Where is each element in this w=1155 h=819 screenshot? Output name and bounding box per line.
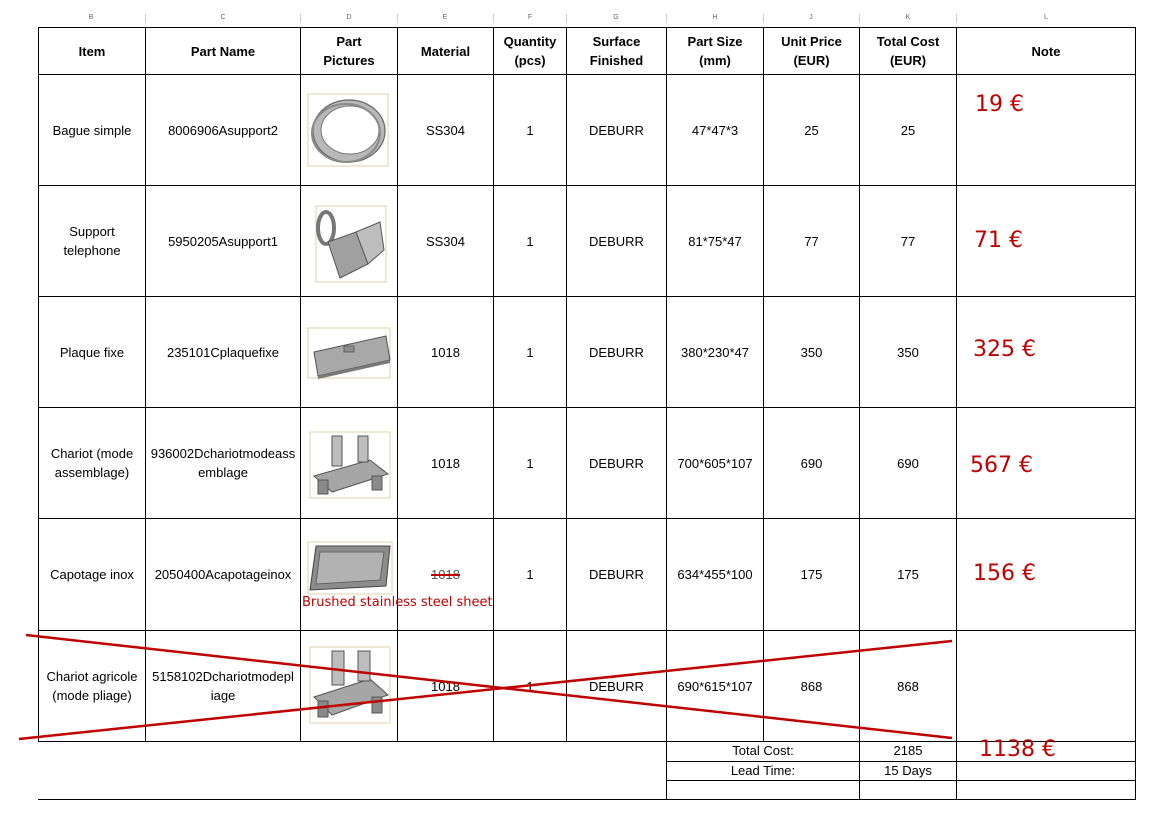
header-material: Material: [420, 43, 471, 59]
cell-item: Bague simple: [52, 122, 132, 138]
lead-time-value: 15 Days: [884, 763, 932, 778]
cell-part-size: 81*75*47: [688, 233, 742, 249]
cell-unit-price: 77: [804, 233, 819, 249]
material-annotation: Brushed stainless steel sheet: [302, 595, 493, 610]
cell-item: Chariot (mode assemblage): [50, 446, 134, 480]
cell-part-name: 2050400Acapotageinox: [154, 567, 292, 582]
header-unit-price: Unit Price (EUR): [781, 34, 842, 68]
cell-part-size: 700*605*107: [677, 455, 753, 471]
cell-total-cost: 868: [897, 678, 919, 694]
cell-total-cost: 690: [897, 455, 919, 471]
note-price: 567 €: [970, 453, 1033, 478]
struck-material: 1018: [431, 567, 460, 582]
cell-unit-price: 690: [800, 455, 823, 471]
header-item: Item: [78, 43, 106, 59]
column-letter: C: [220, 14, 226, 21]
cell-quantity: 1: [526, 344, 534, 360]
cell-surface: DEBURR: [589, 455, 644, 471]
total-note: 1138 €: [979, 737, 1056, 762]
column-letter: D: [346, 14, 352, 21]
cell-surface: DEBURR: [589, 567, 644, 582]
header-total-cost: Total Cost (EUR): [876, 34, 940, 68]
cell-part-size: 690*615*107: [677, 678, 753, 694]
column-letter: H: [712, 14, 718, 21]
column-letter: E: [442, 14, 448, 21]
total-cost-label: Total Cost:: [732, 743, 794, 758]
cell-surface: DEBURR: [589, 344, 644, 360]
note-price: 71 €: [974, 228, 1023, 253]
header-surface-finished: Surface Finished: [589, 34, 644, 68]
column-letter: B: [88, 14, 94, 21]
cell-item: Chariot agricole (mode pliage): [46, 669, 138, 703]
column-letter: F: [527, 14, 533, 21]
column-letter: G: [613, 14, 619, 21]
lead-time-label: Lead Time:: [730, 763, 796, 778]
cell-material: 1018: [431, 455, 460, 471]
cell-part-name: 5158102Dchariotmodepliage: [152, 669, 294, 703]
cell-part-size: 380*230*47: [681, 344, 749, 360]
column-letter: K: [905, 14, 911, 21]
cell-part-name: 5950205Asupport1: [168, 233, 278, 249]
cell-unit-price: 868: [800, 678, 823, 694]
cell-quantity: 1: [526, 122, 534, 138]
cell-quantity: 1: [526, 567, 534, 582]
cell-material: 1018: [431, 678, 460, 694]
cell-total-cost: 175: [897, 567, 919, 582]
cell-item: Plaque fixe: [59, 344, 125, 360]
header-part-name: Part Name: [190, 43, 256, 59]
cell-part-name: 8006906Asupport2: [168, 122, 278, 138]
cell-total-cost: 25: [900, 122, 916, 138]
header-part-size: Part Size (mm): [687, 34, 743, 68]
cell-total-cost: 77: [900, 233, 916, 249]
cell-item: Capotage inox: [50, 567, 134, 582]
note-price: 156 €: [973, 561, 1036, 586]
cell-quantity: 1: [526, 455, 534, 471]
column-letter: J: [809, 14, 813, 21]
cell-surface: DEBURR: [589, 233, 644, 249]
cell-unit-price: 25: [804, 122, 819, 138]
note-price: 325 €: [973, 337, 1036, 362]
cell-total-cost: 350: [897, 344, 919, 360]
cell-material: SS304: [425, 233, 466, 249]
cell-material: 1018: [431, 344, 460, 360]
cell-quantity: 1: [526, 233, 534, 249]
header-part-pictures: Part Pictures: [323, 34, 375, 68]
cell-part-name: 235101Cplaquefixe: [166, 344, 280, 360]
cell-unit-price: 175: [800, 567, 823, 582]
header-quantity: Quantity (pcs): [503, 34, 557, 68]
cell-surface: DEBURR: [589, 678, 644, 694]
total-cost-value: 2185: [893, 743, 923, 758]
cell-part-size: 47*47*3: [691, 122, 739, 138]
cell-material: SS304: [425, 122, 466, 138]
cell-surface: DEBURR: [589, 122, 644, 138]
note-price: 19 €: [975, 92, 1024, 117]
cell-unit-price: 350: [800, 344, 823, 360]
cell-item: Support telephone: [63, 224, 121, 258]
cell-part-size: 634*455*100: [677, 567, 753, 582]
column-letter: L: [1044, 14, 1048, 21]
cell-part-name: 936002Dchariotmodeassemblage: [150, 446, 296, 480]
header-note: Note: [1031, 43, 1061, 59]
